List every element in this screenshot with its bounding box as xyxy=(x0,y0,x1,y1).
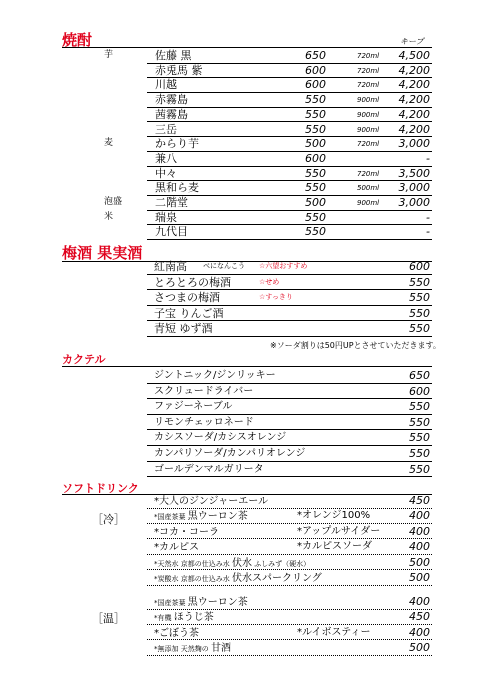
shochu-price: 500 xyxy=(305,137,326,151)
soft-item-name: ほうじ茶 xyxy=(173,612,214,624)
cold-label: ［冷］ xyxy=(92,513,125,526)
umeshu-price: 550 xyxy=(409,275,430,289)
umeshu-row xyxy=(147,259,432,275)
soft-item-prefix: *国産茶葉 xyxy=(154,513,188,522)
soft-item-name: *コカ・コーラ xyxy=(154,526,219,538)
umeshu-title: 梅酒 果実酒 xyxy=(62,244,143,262)
cocktail-row xyxy=(147,368,432,384)
shochu-row xyxy=(147,196,432,211)
umeshu-name: 子宝 りんご酒 xyxy=(154,306,224,320)
shochu-title-rule xyxy=(62,47,432,48)
shochu-name: 茜霧島 xyxy=(155,107,188,121)
soft-cold-row xyxy=(147,570,432,586)
shochu-keep-price: 4,200 xyxy=(398,93,430,107)
cocktail-name: ファジーネーブル xyxy=(154,401,233,413)
umeshu-recommend: ☆せめ xyxy=(259,277,280,286)
soft-item-b: *ルイボスティー xyxy=(297,626,371,638)
shochu-name: 九代目 xyxy=(155,225,188,239)
shochu-row xyxy=(147,181,432,196)
cocktail-row xyxy=(147,446,432,462)
shochu-row xyxy=(147,152,432,167)
soft-item-b: *オレンジ100% xyxy=(297,510,371,522)
soft-item-a xyxy=(154,640,231,657)
umeshu-name: さつまの梅酒 xyxy=(154,291,220,305)
soft-cold-row xyxy=(147,539,432,555)
soft-price: 450 xyxy=(409,610,430,624)
shochu-keep-price: - xyxy=(426,151,430,165)
shochu-row xyxy=(147,225,432,240)
soft-item-prefix: *天然水 京都の仕込み水 xyxy=(154,559,232,568)
soft-price: 500 xyxy=(409,571,430,584)
shochu-row xyxy=(147,49,432,64)
soft-item-a xyxy=(154,524,219,540)
shochu-keep-price: 3,000 xyxy=(398,196,430,209)
shochu-volume: 720ml xyxy=(357,52,380,60)
cocktail-price: 650 xyxy=(409,369,430,382)
cocktail-row xyxy=(147,430,432,446)
shochu-volume: 900ml xyxy=(357,110,380,119)
soft-item-name: 伏水スパークリング xyxy=(231,573,322,584)
shochu-keep-price: 4,200 xyxy=(398,78,430,92)
soft-item-note: ふしみず（硬水） xyxy=(251,559,311,568)
soft-item-a xyxy=(154,493,268,509)
cocktail-name: ゴールデンマルガリータ xyxy=(154,463,264,475)
cocktail-row xyxy=(147,462,432,478)
cocktail-price: 550 xyxy=(409,447,430,460)
shochu-name: 中々 xyxy=(155,166,177,180)
shochu-row xyxy=(147,211,432,226)
soft-cold-row xyxy=(147,555,432,571)
shochu-price: 550 xyxy=(305,93,326,107)
shochu-volume: 900ml xyxy=(357,96,380,105)
soft-item-a xyxy=(154,570,322,587)
soft-item-name: 甘酒 xyxy=(210,643,231,655)
shochu-row xyxy=(147,108,432,123)
umeshu-row xyxy=(147,290,432,306)
shochu-name: 川越 xyxy=(155,78,177,92)
shochu-volume: 900ml xyxy=(357,199,380,207)
shochu-keep-price: 3,500 xyxy=(398,166,430,180)
shochu-keep-price: 3,000 xyxy=(398,137,430,151)
cocktail-row xyxy=(147,384,432,400)
umeshu-price: 550 xyxy=(409,306,430,320)
shochu-price: 600 xyxy=(305,151,326,165)
soft-hot-row xyxy=(147,594,432,610)
soft-item-prefix: *有機 xyxy=(154,614,174,623)
shochu-name: 佐藤 黒 xyxy=(155,49,192,62)
shochu-row xyxy=(147,137,432,152)
shochu-volume: 720ml xyxy=(357,169,380,178)
shochu-price: 650 xyxy=(305,49,326,62)
shochu-name: 三岳 xyxy=(155,122,177,136)
soft-item-name: *大人のジンジャーエール xyxy=(154,496,269,507)
soft-hot-row xyxy=(147,609,432,625)
shochu-row xyxy=(147,167,432,182)
soda-note: ※ソーダ割りは50円UPとさせていただきます。 xyxy=(270,341,441,350)
soft-item-prefix: *炭酸水 京都の仕込み水 xyxy=(154,575,232,583)
soft-price: 400 xyxy=(409,540,430,554)
shochu-price: 600 xyxy=(305,78,326,92)
cocktail-name: スクリュードライバー xyxy=(154,385,254,397)
cocktail-price: 600 xyxy=(409,384,430,398)
umeshu-name: 青短 ゆず酒 xyxy=(154,322,213,336)
shochu-name: 黒和ら麦 xyxy=(155,181,199,195)
shochu-keep-price: - xyxy=(426,225,430,239)
shochu-row xyxy=(147,64,432,79)
shochu-volume: 720ml xyxy=(357,81,380,90)
shochu-title: 焼酎 xyxy=(62,31,93,49)
shochu-keep-price: 4,200 xyxy=(398,107,430,121)
umeshu-price: 600 xyxy=(409,260,430,273)
cocktail-name: ジントニック/ジンリッキー xyxy=(154,370,276,381)
umeshu-row xyxy=(147,321,432,337)
shochu-price: 550 xyxy=(305,107,326,121)
soft-item-prefix: *無添加 天然麹の xyxy=(154,645,211,654)
umeshu-recommend: ☆すっきり xyxy=(259,293,293,302)
umeshu-row xyxy=(147,306,432,322)
shochu-category: 麦 xyxy=(104,138,114,149)
soft-price: 400 xyxy=(409,524,430,538)
shochu-name: 赤兎馬 紫 xyxy=(155,63,203,77)
shochu-price: 550 xyxy=(305,122,326,136)
umeshu-name: 紅南高 xyxy=(154,260,187,273)
shochu-name: 二階堂 xyxy=(155,196,188,209)
shochu-category: 泡盛 xyxy=(104,197,123,207)
cocktail-row xyxy=(147,399,432,415)
cocktail-title-rule xyxy=(62,366,432,367)
umeshu-reading: べになんこう xyxy=(203,262,245,270)
shochu-price: 550 xyxy=(305,210,326,224)
cocktail-name: リモンチェッロネード xyxy=(154,416,254,428)
shochu-volume: 500ml xyxy=(357,184,380,193)
cocktail-price: 550 xyxy=(409,462,430,476)
soft-cold-row xyxy=(147,524,432,540)
soft-price: 400 xyxy=(409,595,430,608)
shochu-row xyxy=(147,123,432,138)
soft-price: 500 xyxy=(409,555,430,569)
umeshu-price: 550 xyxy=(409,322,430,336)
cocktail-title: カクテル xyxy=(62,353,106,366)
soft-item-name: 伏水 xyxy=(231,557,252,569)
soft-item-b: *カルピスソーダ xyxy=(297,541,372,553)
soft-price: 450 xyxy=(409,494,430,507)
shochu-price: 500 xyxy=(305,196,326,209)
shochu-price: 550 xyxy=(305,181,326,195)
shochu-price: 550 xyxy=(305,166,326,180)
shochu-row xyxy=(147,78,432,93)
umeshu-row xyxy=(147,275,432,291)
shochu-name: からり芋 xyxy=(155,137,199,151)
shochu-volume: 720ml xyxy=(357,140,380,149)
soft-item-name: 黒ウーロン茶 xyxy=(187,511,248,523)
cocktail-price: 550 xyxy=(409,400,430,414)
soft-price: 400 xyxy=(409,625,430,639)
keep-header: キープ xyxy=(400,37,424,46)
shochu-keep-price: 4,500 xyxy=(398,49,430,62)
soft-item-a xyxy=(154,539,199,555)
shochu-volume: 900ml xyxy=(357,125,380,134)
soft-item-prefix: *国産茶葉 xyxy=(154,599,188,607)
shochu-keep-price: - xyxy=(426,210,430,224)
shochu-category: 米 xyxy=(104,211,114,222)
shochu-row xyxy=(147,93,432,108)
cocktail-price: 550 xyxy=(409,431,430,445)
soft-item-a xyxy=(154,625,199,641)
shochu-keep-price: 3,000 xyxy=(398,181,430,195)
hot-label: ［温］ xyxy=(92,612,125,625)
soft-price: 500 xyxy=(409,641,430,655)
umeshu-name: とろとろの梅酒 xyxy=(154,275,231,289)
soft-price: 400 xyxy=(409,509,430,523)
shochu-keep-price: 4,200 xyxy=(398,122,430,136)
shochu-keep-price: 4,200 xyxy=(398,63,430,77)
shochu-name: 瑞泉 xyxy=(155,210,177,224)
shochu-price: 550 xyxy=(305,225,326,239)
shochu-name: 赤霧島 xyxy=(155,93,188,107)
soft-hot-row xyxy=(147,625,432,641)
cocktail-price: 550 xyxy=(409,415,430,429)
soft-item-name: *カルピス xyxy=(154,542,199,554)
soft-item-name: 黒ウーロン茶 xyxy=(187,597,248,608)
umeshu-price: 550 xyxy=(409,291,430,305)
cocktail-name: カンパリソーダ/カンパリオレンジ xyxy=(154,448,306,459)
soft-cold-row xyxy=(147,508,432,524)
shochu-volume: 720ml xyxy=(357,66,380,75)
soft-item-b: *アップルサイダー xyxy=(297,525,381,537)
soft-item-name: *ごぼう茶 xyxy=(154,627,199,639)
cocktail-row xyxy=(147,415,432,431)
shochu-price: 600 xyxy=(305,63,326,77)
soft-hot-row xyxy=(147,640,432,656)
soft-title: ソフトドリンク xyxy=(62,482,139,495)
soft-cold-row xyxy=(147,493,432,509)
umeshu-recommend: ☆六望おすすめ xyxy=(259,262,308,270)
shochu-name: 兼八 xyxy=(155,151,177,165)
cocktail-name: カシスソーダ/カシスオレンジ xyxy=(154,432,287,444)
shochu-category: 芋 xyxy=(104,50,114,60)
